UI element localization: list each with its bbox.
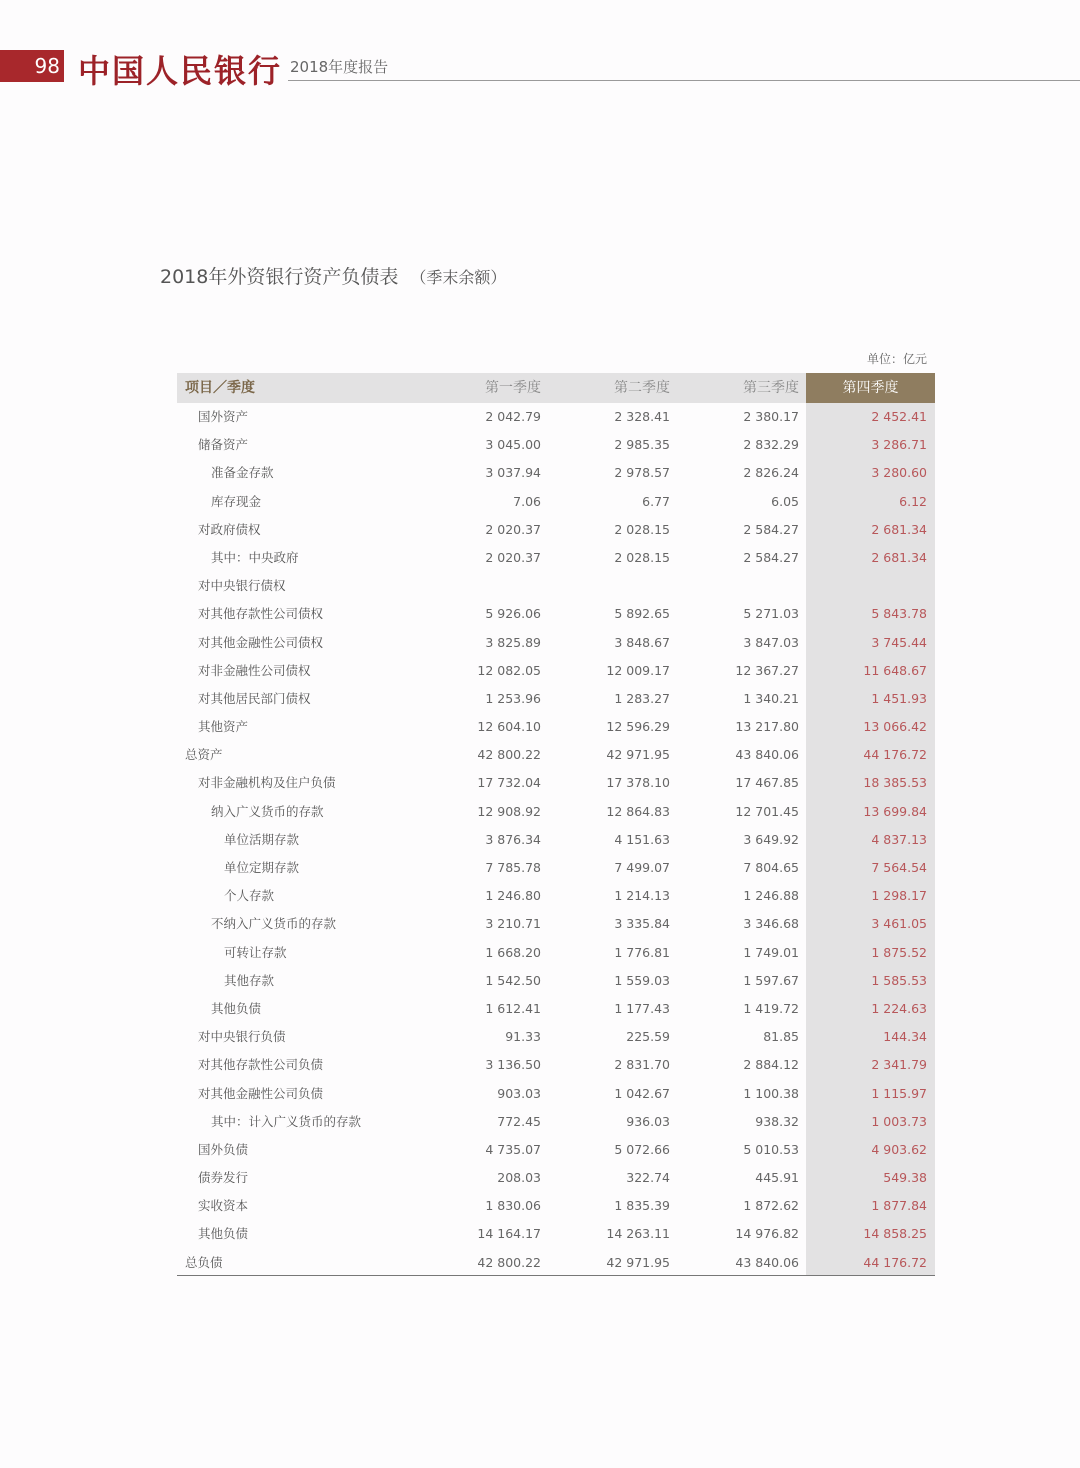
row-value-q2: 1 776.81	[614, 944, 670, 960]
row-value-q3: 81.85	[763, 1029, 799, 1045]
row-value-q2: 2 028.15	[614, 521, 670, 537]
row-label: 对其他居民部门债权	[198, 690, 311, 706]
row-label: 对非金融机构及住户负债	[198, 775, 336, 791]
row-value-q4: 13 699.84	[863, 803, 927, 819]
row-value-q4: 11 648.67	[863, 662, 927, 678]
row-value-q1: 12 908.92	[477, 803, 541, 819]
row-value-q1: 1 668.20	[485, 944, 541, 960]
table-row	[177, 1220, 935, 1248]
row-value-q4: 1 875.52	[871, 944, 927, 960]
row-value-q3: 1 597.67	[743, 972, 799, 988]
table-row	[177, 431, 935, 459]
table-row	[177, 403, 935, 431]
header-divider	[288, 80, 1080, 81]
row-value-q2: 1 042.67	[614, 1085, 670, 1101]
header-q2: 第二季度	[614, 380, 670, 396]
row-label: 单位定期存款	[224, 860, 300, 875]
row-value-q3: 14 976.82	[735, 1226, 799, 1242]
row-value-q4: 1 224.63	[871, 1000, 927, 1016]
row-value-q4: 3 280.60	[871, 465, 927, 481]
table-title	[160, 262, 506, 289]
header-item: 项目／季度	[185, 380, 255, 396]
row-value-q2: 7 499.07	[614, 860, 670, 875]
table-row	[177, 882, 935, 910]
row-value-q2: 42 971.95	[606, 1254, 670, 1270]
row-value-q1: 3 136.50	[485, 1057, 541, 1073]
row-value-q3: 43 840.06	[735, 1254, 799, 1270]
row-value-q1: 42 800.22	[477, 1254, 541, 1270]
row-label: 国外资产	[198, 409, 249, 424]
header-q1: 第一季度	[485, 380, 541, 396]
row-label: 总负债	[185, 1254, 223, 1270]
row-value-q3: 3 847.03	[743, 634, 799, 650]
row-value-q4: 4 903.62	[871, 1141, 927, 1157]
row-value-q3: 1 749.01	[743, 944, 799, 960]
table-row	[177, 854, 935, 882]
report-label: 2018年度报告	[290, 58, 389, 76]
row-value-q2: 936.03	[626, 1113, 670, 1129]
row-value-q4: 549.38	[883, 1170, 927, 1186]
row-value-q1: 7 785.78	[485, 860, 541, 875]
row-value-q4: 1 115.97	[871, 1085, 927, 1101]
row-value-q4: 18 385.53	[863, 775, 927, 791]
table-row	[177, 826, 935, 854]
table-row	[177, 1080, 935, 1108]
row-value-q4: 1 585.53	[871, 972, 927, 988]
row-label: 对其他存款性公司债权	[198, 606, 324, 622]
table-row	[177, 1192, 935, 1220]
row-value-q2: 1 214.13	[614, 888, 670, 904]
row-value-q4: 4 837.13	[871, 831, 927, 847]
row-value-q4: 1 451.93	[871, 690, 927, 706]
table-row	[177, 741, 935, 769]
row-label: 对中央银行债权	[198, 578, 286, 594]
row-value-q2: 322.74	[626, 1170, 670, 1186]
row-value-q1: 5 926.06	[485, 606, 541, 622]
row-label: 单位活期存款	[224, 831, 300, 847]
table-row	[177, 600, 935, 628]
row-value-q4: 1 298.17	[871, 888, 927, 904]
row-value-q1: 3 037.94	[485, 465, 541, 481]
row-value-q3: 938.32	[755, 1113, 799, 1129]
row-value-q4: 1 003.73	[871, 1113, 927, 1129]
row-value-q2: 14 263.11	[606, 1226, 670, 1242]
row-label: 对其他存款性公司负债	[198, 1057, 324, 1073]
table-row	[177, 713, 935, 741]
row-value-q4: 7 564.54	[871, 860, 927, 875]
table-row	[177, 516, 935, 544]
row-value-q1: 1 612.41	[485, 1000, 541, 1016]
row-value-q3: 2 584.27	[743, 549, 799, 565]
row-value-q2: 1 283.27	[614, 690, 670, 706]
row-label: 对其他金融性公司债权	[198, 634, 324, 650]
row-value-q3: 1 419.72	[743, 1000, 799, 1016]
row-label: 实收资本	[198, 1198, 249, 1214]
table-row	[177, 995, 935, 1023]
row-value-q1: 17 732.04	[477, 775, 541, 791]
row-value-q3: 2 584.27	[743, 521, 799, 537]
balance-sheet-table	[177, 373, 935, 1277]
row-value-q2: 1 559.03	[614, 972, 670, 988]
row-label: 其他负债	[198, 1226, 249, 1242]
row-value-q1: 1 830.06	[485, 1198, 541, 1214]
row-value-q4: 6.12	[899, 493, 927, 509]
table-row	[177, 769, 935, 797]
row-value-q3: 2 884.12	[743, 1057, 799, 1073]
row-value-q3: 17 467.85	[735, 775, 799, 791]
table-row	[177, 798, 935, 826]
row-value-q1: 2 020.37	[485, 549, 541, 565]
row-value-q2: 1 177.43	[614, 1000, 670, 1016]
table-row	[177, 685, 935, 713]
row-value-q4: 14 858.25	[863, 1226, 927, 1242]
row-value-q2: 4 151.63	[614, 831, 670, 847]
row-value-q1: 12 604.10	[477, 719, 541, 735]
row-value-q1: 7.06	[513, 493, 541, 509]
row-value-q2: 3 848.67	[614, 634, 670, 650]
row-value-q1: 772.45	[497, 1113, 541, 1129]
page-number: 98	[0, 50, 64, 82]
row-value-q3: 1 872.62	[743, 1198, 799, 1214]
table-row	[177, 488, 935, 516]
table-body	[177, 403, 935, 1277]
row-value-q2: 12 009.17	[606, 662, 670, 678]
table-row	[177, 1108, 935, 1136]
row-value-q1: 3 210.71	[485, 916, 541, 932]
row-value-q3: 1 246.88	[743, 888, 799, 904]
table-row	[177, 1023, 935, 1051]
row-value-q4: 144.34	[883, 1029, 927, 1045]
table-bottom-rule	[177, 1275, 935, 1276]
row-label: 准备金存款	[211, 465, 274, 481]
row-value-q1: 14 164.17	[477, 1226, 541, 1242]
row-value-q4: 44 176.72	[863, 747, 927, 763]
row-value-q3: 7 804.65	[743, 860, 799, 875]
row-label: 其他存款	[224, 972, 275, 988]
row-value-q1: 1 253.96	[485, 690, 541, 706]
table-row	[177, 572, 935, 600]
row-label: 其他资产	[198, 719, 249, 735]
row-value-q4: 44 176.72	[863, 1254, 927, 1270]
row-label: 国外负债	[198, 1141, 249, 1157]
row-label: 对政府债权	[198, 521, 261, 537]
row-value-q3: 2 832.29	[743, 437, 799, 453]
row-label: 对非金融性公司债权	[198, 662, 311, 678]
table-row	[177, 1136, 935, 1164]
row-value-q2: 2 831.70	[614, 1057, 670, 1073]
row-value-q4: 13 066.42	[863, 719, 927, 735]
row-value-q2: 2 028.15	[614, 549, 670, 565]
row-value-q4: 3 461.05	[871, 916, 927, 932]
row-label: 其中：中央政府	[211, 549, 299, 565]
row-label: 对中央银行负债	[198, 1029, 286, 1045]
table-row	[177, 1051, 935, 1079]
table-header-row	[177, 373, 935, 403]
row-value-q3: 1 340.21	[743, 690, 799, 706]
row-label: 总资产	[185, 747, 223, 763]
row-value-q3: 12 701.45	[735, 803, 799, 819]
row-value-q3: 3 649.92	[743, 831, 799, 847]
logo-text: 中国人民银行	[78, 52, 283, 90]
table-row	[177, 544, 935, 572]
row-value-q3: 2 380.17	[743, 409, 799, 424]
row-value-q1: 1 246.80	[485, 888, 541, 904]
row-value-q2: 2 328.41	[614, 409, 670, 424]
row-label: 库存现金	[211, 493, 262, 509]
table-row	[177, 459, 935, 487]
row-value-q4: 2 681.34	[871, 521, 927, 537]
row-value-q3: 3 346.68	[743, 916, 799, 932]
row-value-q3: 43 840.06	[735, 747, 799, 763]
page-header	[0, 48, 1080, 88]
row-value-q4: 3 745.44	[871, 634, 927, 650]
row-value-q4: 1 877.84	[871, 1198, 927, 1214]
row-value-q2: 2 985.35	[614, 437, 670, 453]
row-value-q1: 903.03	[497, 1085, 541, 1101]
row-label: 纳入广义货币的存款	[211, 803, 324, 819]
row-value-q1: 42 800.22	[477, 747, 541, 763]
row-value-q3: 1 100.38	[743, 1085, 799, 1101]
table-title-main: 2018年外资银行资产负债表	[160, 266, 399, 288]
row-value-q2: 12 864.83	[606, 803, 670, 819]
header-q3: 第三季度	[743, 380, 799, 396]
row-value-q2: 3 335.84	[614, 916, 670, 932]
row-value-q3: 6.05	[771, 493, 799, 509]
row-value-q2: 42 971.95	[606, 747, 670, 763]
row-value-q2: 5 892.65	[614, 606, 670, 622]
header-q4: 第四季度	[806, 373, 935, 403]
row-value-q1: 208.03	[497, 1170, 541, 1186]
row-label: 可转让存款	[224, 944, 287, 960]
row-value-q1: 4 735.07	[485, 1141, 541, 1157]
table-row	[177, 967, 935, 995]
row-value-q2: 1 835.39	[614, 1198, 670, 1214]
unit-label: 单位：亿元	[866, 352, 927, 366]
row-value-q3: 5 271.03	[743, 606, 799, 622]
row-value-q4: 2 341.79	[871, 1057, 927, 1073]
row-value-q2: 2 978.57	[614, 465, 670, 481]
row-label: 其中：计入广义货币的存款	[211, 1113, 362, 1129]
row-value-q1: 3 876.34	[485, 831, 541, 847]
row-value-q2: 5 072.66	[614, 1141, 670, 1157]
row-label: 对其他金融性公司负债	[198, 1085, 324, 1101]
row-label: 储备资产	[198, 437, 249, 453]
row-value-q4: 2 681.34	[871, 549, 927, 565]
row-label: 不纳入广义货币的存款	[211, 916, 337, 932]
row-value-q2: 17 378.10	[606, 775, 670, 791]
row-value-q4: 5 843.78	[871, 606, 927, 622]
row-value-q1: 91.33	[505, 1029, 541, 1045]
row-value-q1: 12 082.05	[477, 662, 541, 678]
row-value-q3: 5 010.53	[743, 1141, 799, 1157]
table-row	[177, 1249, 935, 1277]
row-value-q1: 1 542.50	[485, 972, 541, 988]
row-value-q3: 445.91	[755, 1170, 799, 1186]
row-value-q3: 2 826.24	[743, 465, 799, 481]
table-row	[177, 910, 935, 938]
row-value-q2: 6.77	[642, 493, 670, 509]
row-value-q4: 3 286.71	[871, 437, 927, 453]
row-label: 个人存款	[224, 888, 275, 904]
row-label: 其他负债	[211, 1000, 262, 1016]
table-row	[177, 1164, 935, 1192]
row-value-q4: 2 452.41	[871, 409, 927, 424]
table-row	[177, 939, 935, 967]
row-value-q1: 3 825.89	[485, 634, 541, 650]
table-title-sub: （季末余额）	[410, 268, 507, 287]
row-value-q2: 12 596.29	[606, 719, 670, 735]
row-label: 债券发行	[198, 1170, 249, 1186]
row-value-q3: 12 367.27	[735, 662, 799, 678]
row-value-q1: 3 045.00	[485, 437, 541, 453]
row-value-q1: 2 042.79	[485, 409, 541, 424]
table-row	[177, 629, 935, 657]
row-value-q3: 13 217.80	[735, 719, 799, 735]
table-row	[177, 657, 935, 685]
row-value-q2: 225.59	[626, 1029, 670, 1045]
row-value-q1: 2 020.37	[485, 521, 541, 537]
